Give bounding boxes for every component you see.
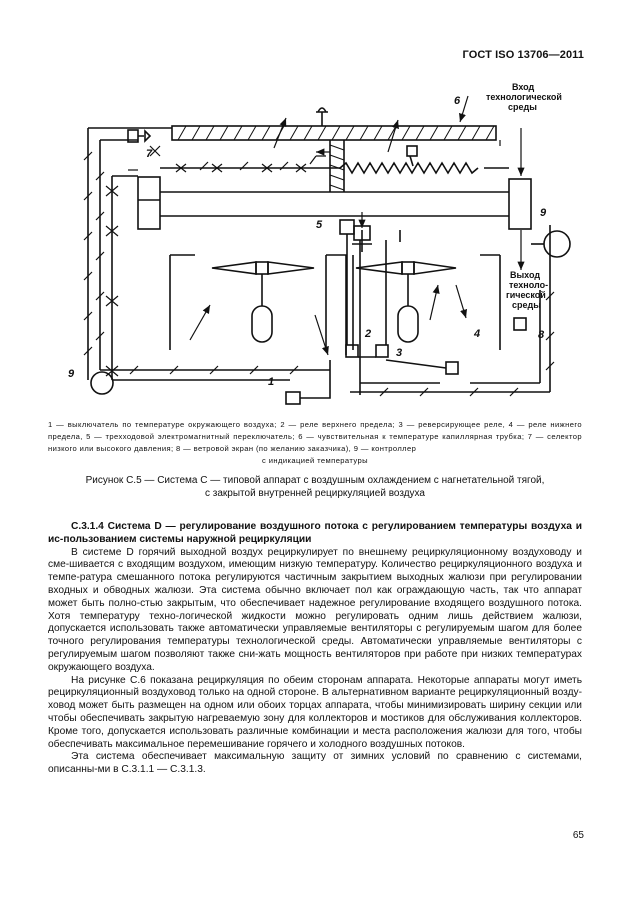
callout-7: 7 <box>146 148 153 160</box>
outlet-label-3: гической <box>506 290 546 300</box>
callout-3: 3 <box>396 347 403 359</box>
paragraph-1: В системе D горячий выходной воздух рециркулирует по внешнему рециркуляционному воздуховоду и сме-шивается с входящим воздухом, имеющим низкую температуру. Количество рециркуляционного воздуха и темпе-ратура смешанного потока регулируются частичным закрытием выходных жалюзи при регулировании входных и обводных жалюзи. Эта система обычно включает пол как ограждающую часть, так что аппарат может быть полно-стью закрытым, что обеспечивает надежное регулирование входящего воздушного потока. Хотя температуру техно-логической жидкости можно регулировать одним лишь действием жалюзи, допускается использовать также автоматически управляемые вентиляторы с регулируемым шагом для более точного регулирования температуры технологической среды. Автоматически управляемые вентиляторы с регулируемым шагом позволяют также сни-жать мощность вентиляторов при работе при низких температурах окружающего воздуха. <box>48 546 582 673</box>
caption-line-2: с закрытой внутренней рециркуляцией воздуха <box>204 488 425 499</box>
page-header: ГОСТ ISO 13706—2011 <box>462 49 584 61</box>
louver-panel <box>172 126 496 140</box>
callout-8: 8 <box>538 329 545 341</box>
section-heading: С.3.1.4 Система D — регулирование воздушного потока с регулированием температуры воздуха и ис-пользованием системы наружной рециркуляции <box>48 521 582 545</box>
callout-6: 6 <box>454 95 461 107</box>
system-c-diagram <box>0 0 630 420</box>
legend-last-line: с индикацией температуры <box>262 456 368 465</box>
page-number: 65 <box>572 830 584 841</box>
callout-1: 1 <box>268 376 275 388</box>
paragraph-3: Эта система обеспечивает максимальную защиту от зимних условий по сравнению с системами, описанны-ми в С.3.1.1 — С.3.1.3. <box>48 751 582 776</box>
inlet-label-2: технологической <box>486 92 562 102</box>
inlet-label-1: Вход <box>512 82 535 92</box>
paragraph-2: На рисунке С.6 показана рециркуляция по обеим сторонам аппарата. Некоторые аппараты могут иметь рециркуляционный воздуховод только на одной стороне. В альтернативном варианте рециркуляционный возду-ховод может быть размещен на одном или обоих торцах аппарата, чтобы минимизировать ширину секции или чтобы обеспечивать закрытую нагреваемую зону для коллекторов и мостиков для обслуживания коллекторов. Кроме того, допускается использовать различные комбинации и места расположения жалюзи для того, чтобы обеспечивать максимальное перемешивание горячего и холодного воздушных потоков. <box>48 674 582 750</box>
callout-4: 4 <box>474 328 481 340</box>
figure-legend <box>48 419 582 467</box>
fan-left <box>212 262 314 342</box>
figure-caption <box>48 474 582 500</box>
callout-9-left: 9 <box>68 368 75 380</box>
right-header-box <box>509 179 531 229</box>
controller-left <box>91 372 113 394</box>
outlet-label-4: среды <box>512 300 541 310</box>
outlet-label-2: техноло- <box>509 280 549 290</box>
outlet-label-1: Выход <box>510 270 541 280</box>
controller-right <box>544 231 570 257</box>
section-c314 <box>48 521 582 777</box>
legend-text: 1 — выключатель по температуре окружающего воздуха; 2 — реле верхнего предела; 3 — реверсирующее реле, 4 — реле нижнего предела, 5 — трехходовой электромагнитный переключатель; 6 — чувствительная к температуре капиллярная трубка; 7 — селектор низкого или высокого давления; 8 — ветровой экран (по желанию заказчика), 9 — контроллер <box>48 420 582 453</box>
callout-9-right: 9 <box>540 207 547 219</box>
callout-2: 2 <box>365 328 372 340</box>
callout-5: 5 <box>316 219 323 231</box>
left-header-box <box>138 177 160 229</box>
caption-line-1: Рисунок С.5 — Система С — типовой аппарат с воздушным охлаждением с нагнетательной тягой, <box>85 475 545 486</box>
inlet-label-3: среды <box>508 102 537 112</box>
